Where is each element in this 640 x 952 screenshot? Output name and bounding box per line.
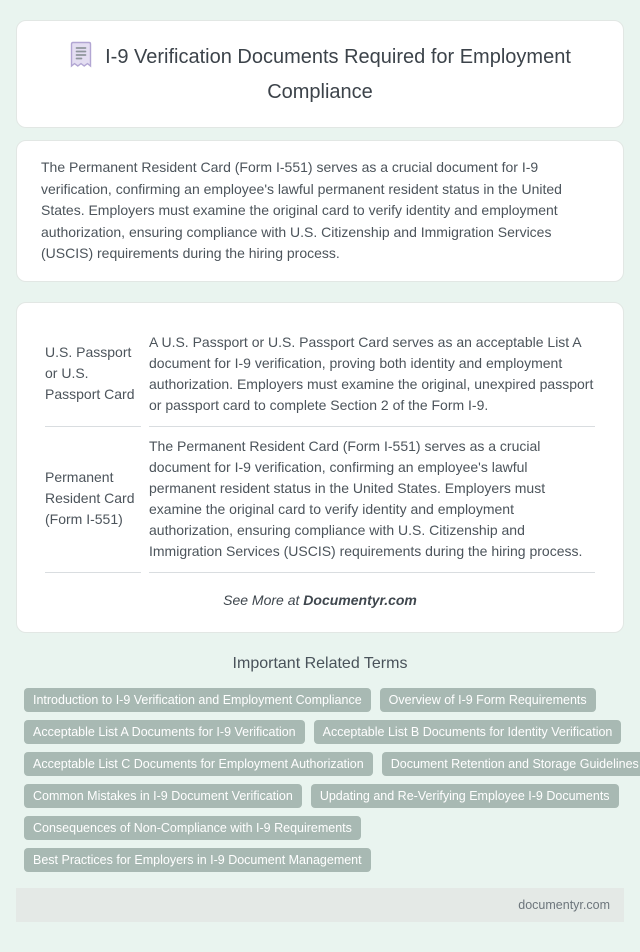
intro-card [16, 140, 624, 282]
related-term-pill[interactable]: Updating and Re-Verifying Employee I-9 Documents [311, 784, 619, 808]
pill-row [24, 720, 624, 744]
document-description: A U.S. Passport or U.S. Passport Card serves as an acceptable List A document for I-9 verification, proving both identity and employment authorization. Employers must examine the original, unexpired passport or passport card to complete Section 2 of the Form I-9. [149, 323, 595, 427]
related-term-pill[interactable]: Acceptable List B Documents for Identity Verification [314, 720, 622, 744]
document-description: The Permanent Resident Card (Form I-551) serves as a crucial document for I-9 verification, confirming an employee's lawful permanent resident status in the United States. Employers must examine the original card to verify identity and employment authorization, ensuring compliance with U.S. Citizenship and Immigration Services (USCIS) requirements during the hiring process. [149, 427, 595, 573]
related-terms-heading: Important Related Terms [232, 654, 408, 672]
document-term: U.S. Passport or U.S. Passport Card [45, 323, 141, 427]
see-more-prefix: See More at [223, 591, 304, 608]
pill-row [24, 816, 624, 840]
pill-row [24, 752, 639, 776]
pill-row [24, 848, 624, 872]
pill-row [24, 688, 624, 712]
related-term-pill[interactable]: Document Retention and Storage Guidelines [382, 752, 640, 776]
related-term-pill[interactable]: Best Practices for Employers in I-9 Document Management [24, 848, 371, 872]
document-term: Permanent Resident Card (Form I-551) [45, 427, 141, 573]
page-title-text: I-9 Verification Documents Required for Employment Compliance [105, 46, 571, 103]
brand-name[interactable]: Documentyr.com [303, 591, 417, 608]
footer-bar [16, 888, 624, 922]
receipt-icon [69, 41, 93, 77]
related-term-pill[interactable]: Acceptable List C Documents for Employment Authorization [24, 752, 373, 776]
intro-text: The Permanent Resident Card (Form I-551) serves as a crucial document for I-9 verification, confirming an employee's lawful permanent resident status in the United States. Employers must examine the original card to verify identity and employment authorization, ensuring compliance with U.S. Citizenship and Immigration Services (USCIS) requirements during the hiring process. [41, 159, 562, 261]
related-term-pill[interactable]: Introduction to I-9 Verification and Employment Compliance [24, 688, 371, 712]
page-title [45, 41, 595, 107]
related-term-pill[interactable]: Overview of I-9 Form Requirements [380, 688, 596, 712]
pill-row [24, 784, 624, 808]
see-more-line [37, 592, 603, 608]
documents-card [16, 302, 624, 633]
table-row [45, 323, 595, 427]
related-term-pill[interactable]: Acceptable List A Documents for I-9 Verification [24, 720, 305, 744]
table-row [45, 427, 595, 573]
documents-table [37, 323, 603, 573]
related-term-pill[interactable]: Common Mistakes in I-9 Document Verification [24, 784, 302, 808]
related-term-pill[interactable]: Consequences of Non-Compliance with I-9 Requirements [24, 816, 361, 840]
related-terms-list [24, 688, 639, 872]
footer-site-link[interactable]: documentyr.com [518, 898, 610, 912]
header-card [16, 20, 624, 128]
